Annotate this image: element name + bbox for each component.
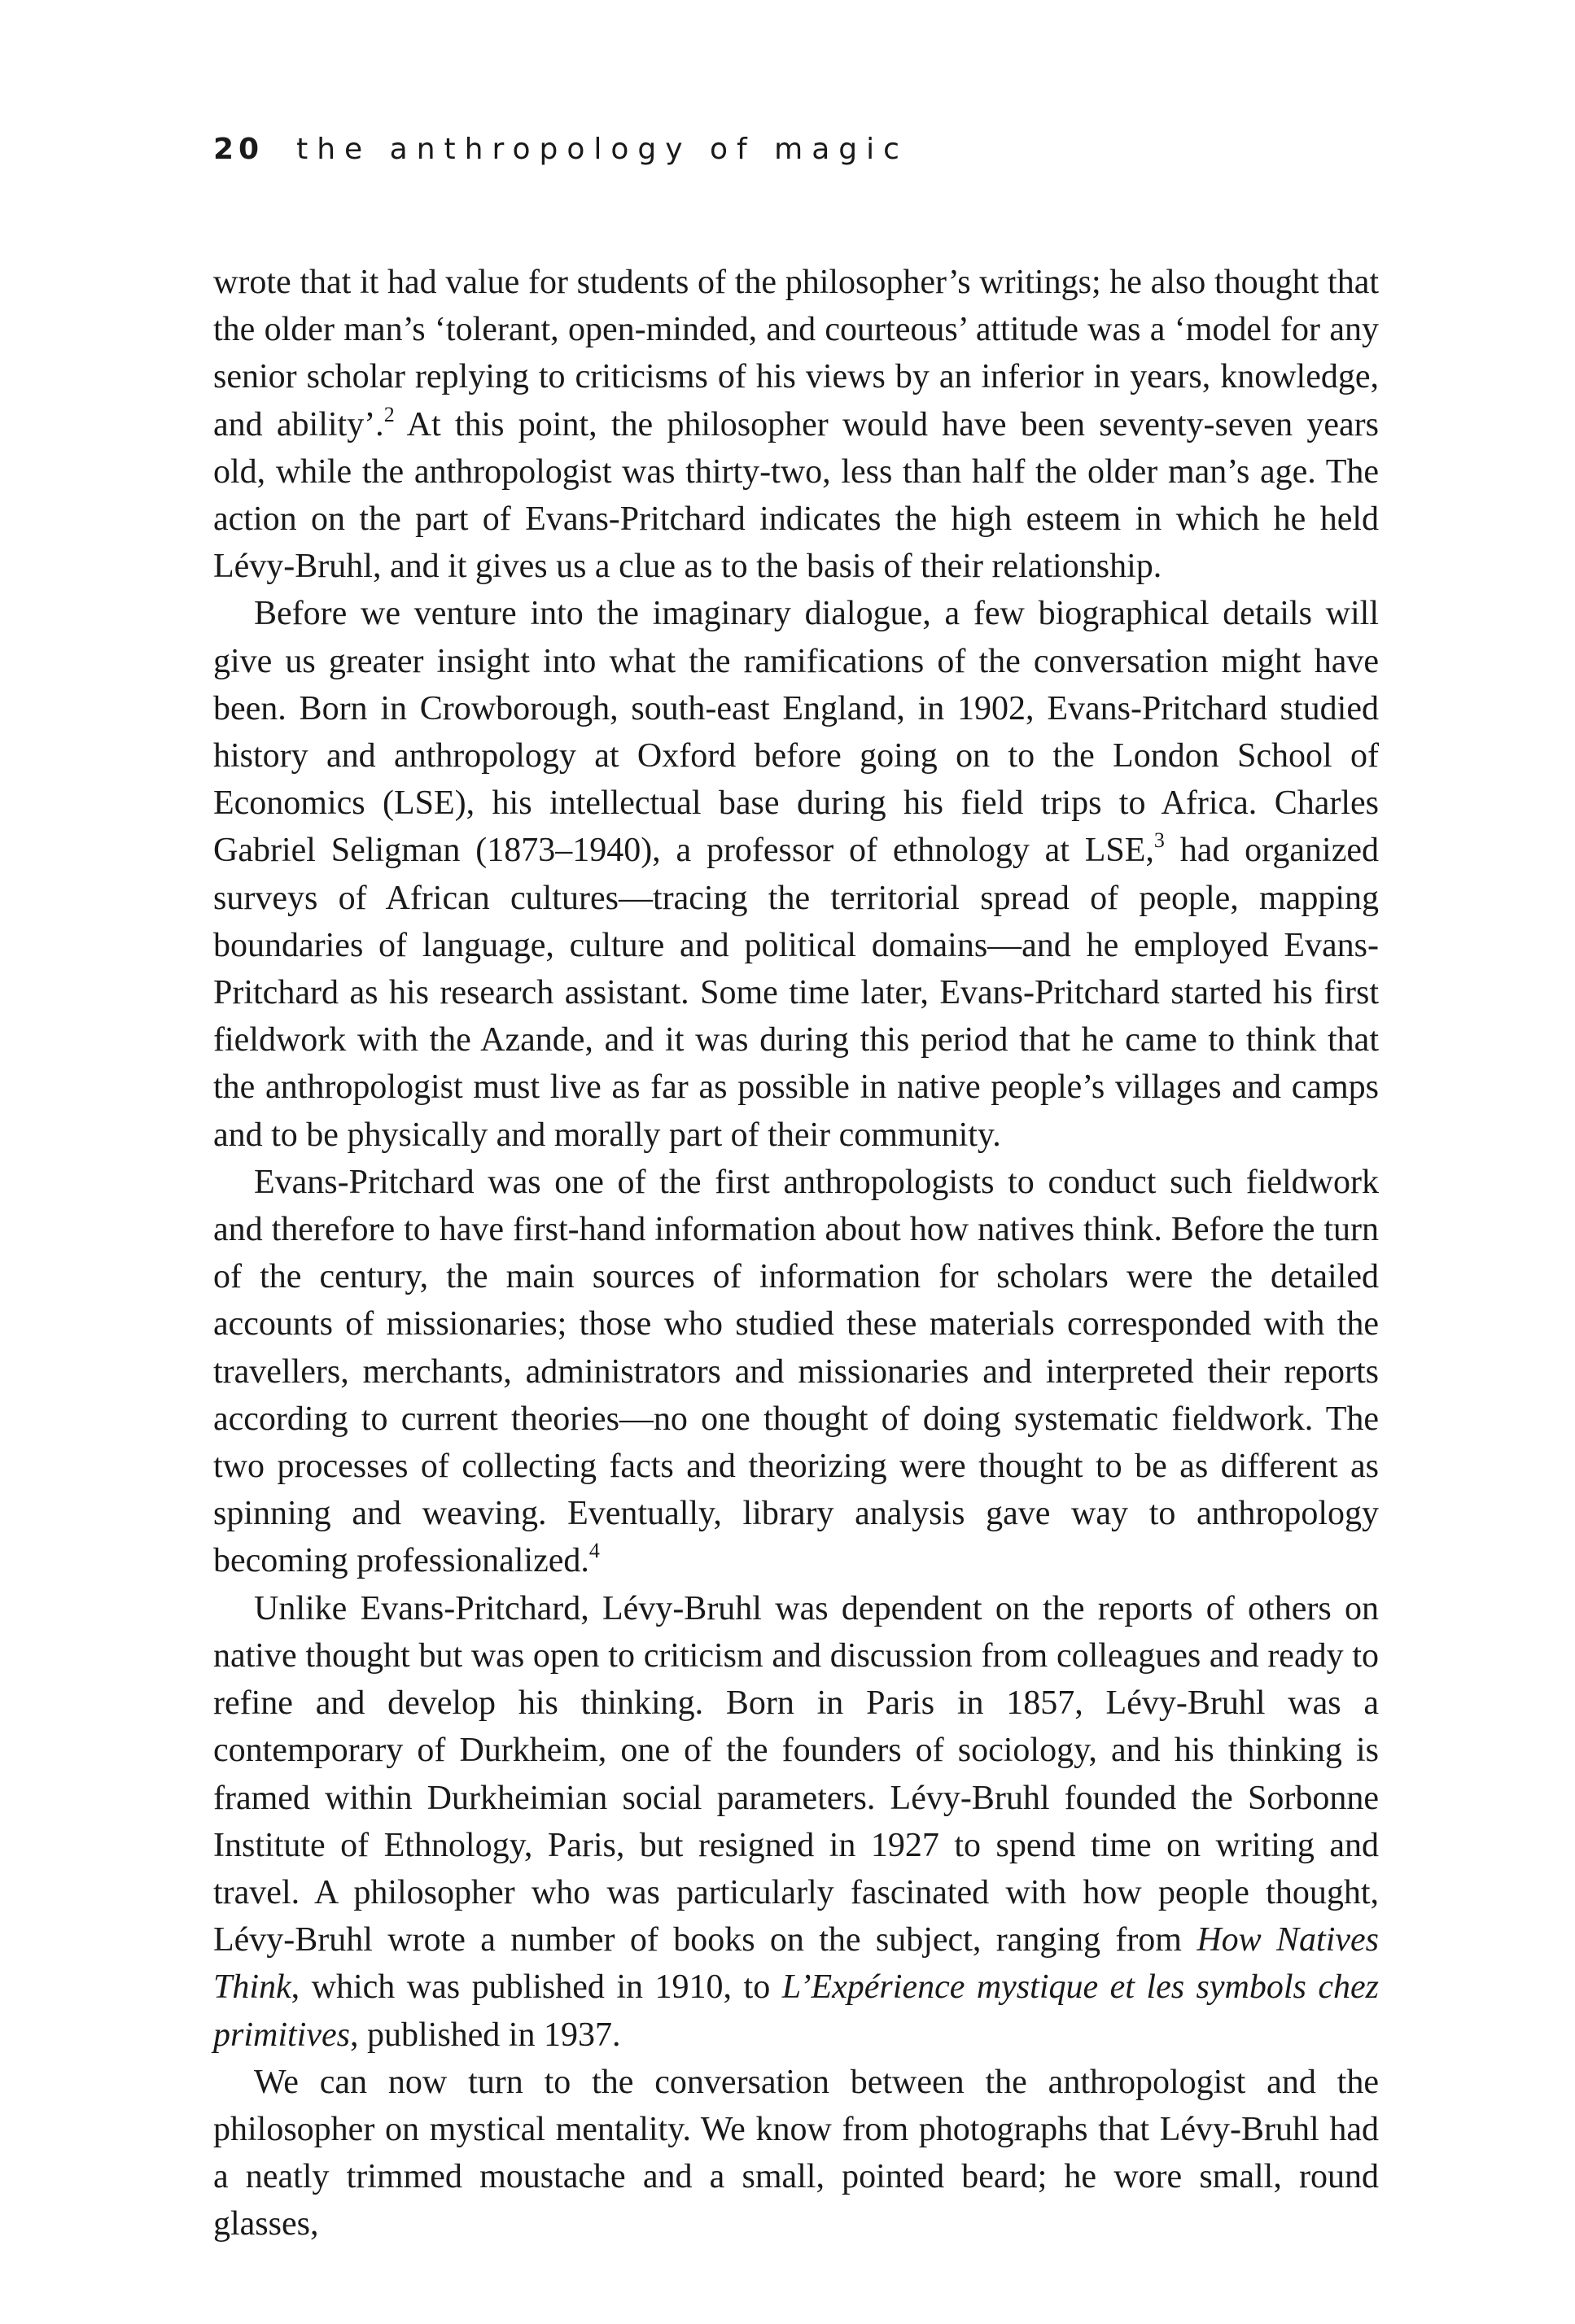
paragraph (213, 259, 1379, 590)
text-run: Evans-Pritchard was one of the first anthropologists to conduct such fieldwork and therefore to have first-hand information about how natives think. Before the turn of the century, the main sources of information for scholars were the detailed accounts of missionaries; those who studied these materials corresponded with the travellers, merchants, administrators and missionaries and interpreted their reports according to current theories—no one thought of doing systematic fieldwork. The two processes of collecting facts and theorizing were thought to be as different as spinning and weaving. Eventually, library analysis gave way to anthropology becoming professionalized. (213, 1163, 1379, 1580)
paragraph (213, 590, 1379, 1158)
page-number: 20 (213, 133, 265, 166)
text-run: We can now turn to the conversation between the anthropologist and the philosopher on mystical mentality. We know from photographs that Lévy-Bruhl had a neatly trimmed moustache and a small, pointed beard; he wore small, round glasses, (213, 2063, 1379, 2243)
text-run: Unlike Evans-Pritchard, Lévy-Bruhl was dependent on the reports of others on native thought but was open to criticism and discussion from colleagues and ready to refine and develop his thinking. Born in Paris in 1857, Lévy-Bruhl was a contemporary of Durkheim, one of the founders of sociology, and his thinking is framed within Durkheimian social parameters. Lévy-Bruhl founded the Sorbonne Institute of Ethnology, Paris, but resigned in 1927 to spend time on writing and travel. A philosopher who was particularly fascinated with how people thought, Lévy-Bruhl wrote a number of books on the subject, ranging from (213, 1589, 1379, 1959)
text-run: wrote that it had value for students of the philosopher’s writings; he also thought that the older man’s ‘tolerant, open-minded, and courteous’ attitude was a ‘model for any senior scholar replying to criticisms of his views by an inferior in years, knowledge, and ability’. (213, 264, 1379, 443)
footnote-ref: 3 (1153, 828, 1165, 853)
text-run: , published in 1937. (349, 2016, 621, 2054)
text-run: Before we venture into the imaginary dialogue, a few biographical details will give us greater insight into what the ramifications of the conversation might have been. Born in Crowborough, south-east England, in 1902, Evans-Pritchard studied history and anthropology at Oxford before going on to the London School of Economics (LSE), his intellectual base during his field trips to Africa. Charles Gabriel Seligman (1873–1940), a professor of ethnology at LSE, (213, 595, 1379, 870)
paragraph (213, 1159, 1379, 1585)
text-run: had organized surveys of African cultures—tracing the territorial spread of people, mapping boundaries of language, culture and political domains—and he employed Evans-Pritchard as his research assistant. Some time later, Evans-Pritchard started his first fieldwork with the Azande, and it was during this period that he came to think that the anthropologist must live as far as possible in native people’s villages and camps and to be physically and morally part of their community. (213, 832, 1380, 1154)
footnote-ref: 4 (588, 1539, 600, 1563)
running-head-title: the anthropology of magic (296, 133, 908, 166)
body-text (213, 259, 1379, 2248)
text-run: , which was published in 1910, to (291, 1968, 782, 2007)
paragraph (213, 1585, 1379, 2059)
running-head (213, 133, 908, 166)
book-title: L’Expérience mystique et les symbols chez primitives (213, 1968, 1379, 2054)
paragraph (213, 2059, 1379, 2248)
footnote-ref: 2 (383, 402, 395, 426)
text-run: At this point, the philosopher would have been seventy-seven years old, while the anthropologist was thirty-two, less than half the older man’s age. The action on the part of Evans-Pritchard indicates the high esteem in which he held Lévy-Bruhl, and it gives us a clue as to the basis of their relationship. (213, 405, 1379, 586)
book-title: How Natives Think (213, 1921, 1379, 2007)
